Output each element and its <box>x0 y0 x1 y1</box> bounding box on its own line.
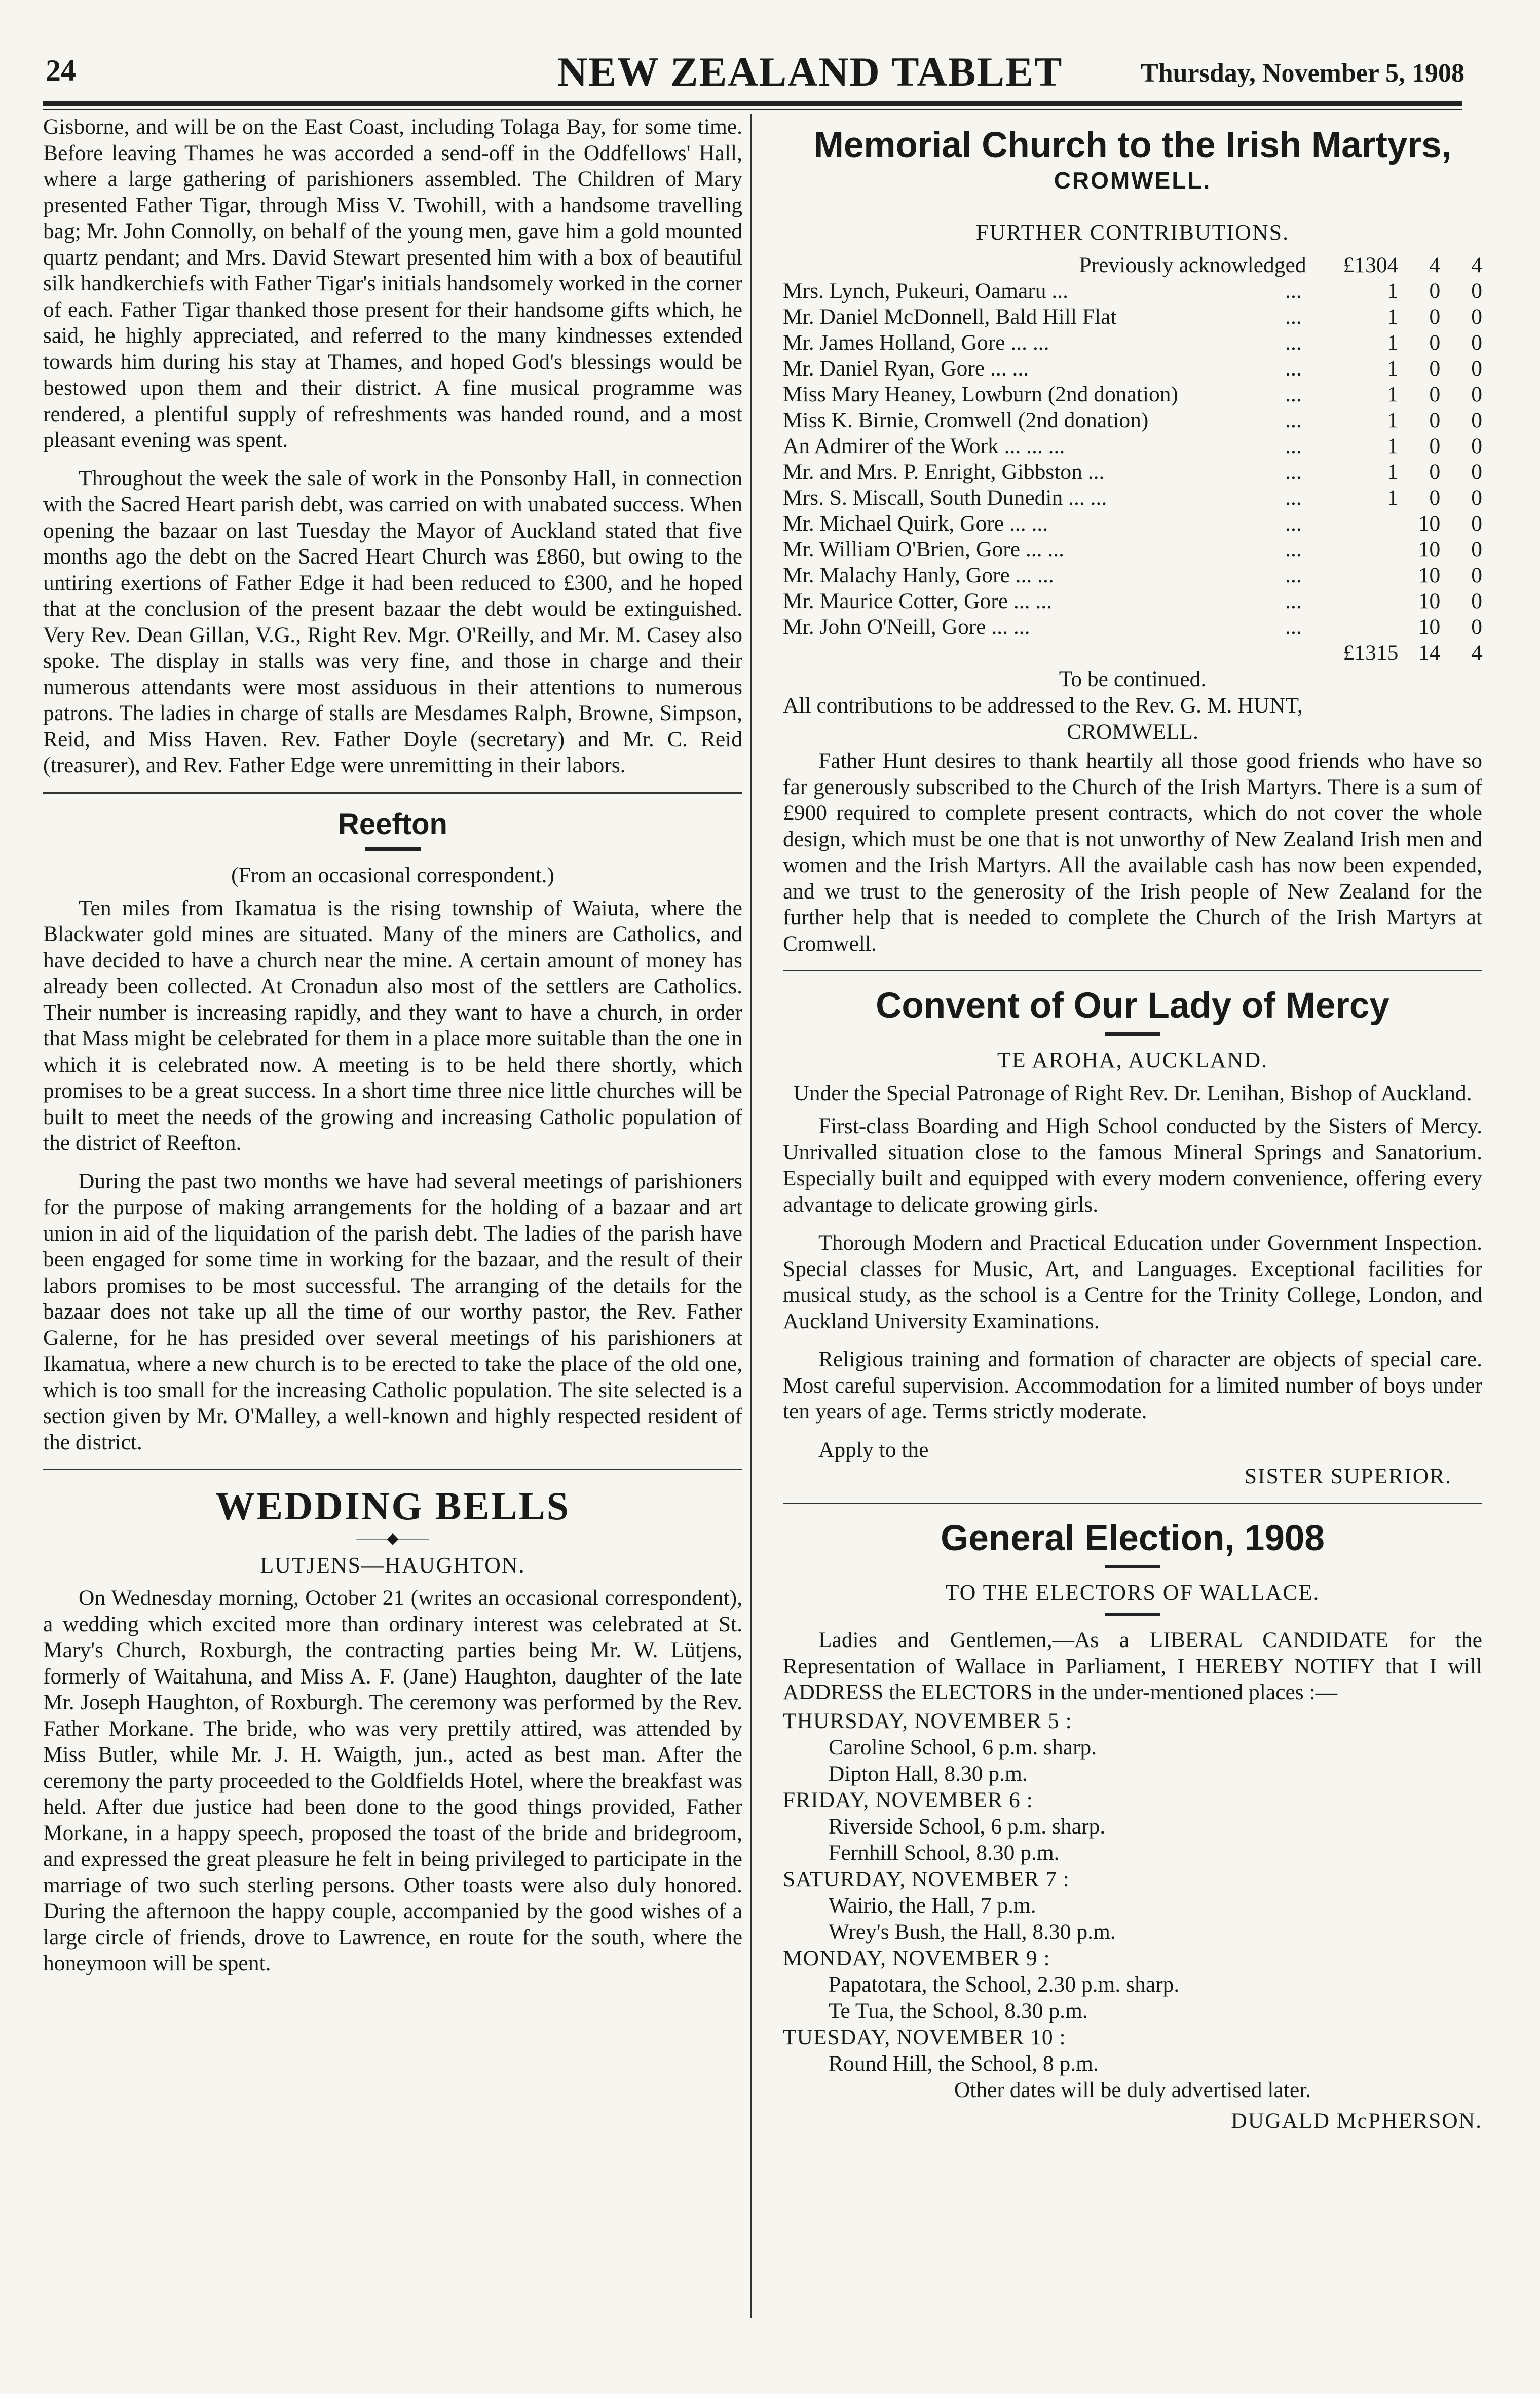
wedding-subheading: LUTJENS—HAUGHTON. <box>260 1553 525 1578</box>
previously-shillings: 4 <box>1429 253 1441 277</box>
amount-pence: 0 <box>1471 382 1482 406</box>
memorial-place: CROMWELL. <box>1054 167 1212 194</box>
right-column <box>783 114 1482 2155</box>
contributor-name: Mr. William O'Brien, Gore ... ... <box>783 537 1065 562</box>
convent-contact: SISTER SUPERIOR. <box>1244 1464 1452 1488</box>
election-signature: DUGALD McPHERSON. <box>1231 2108 1482 2133</box>
issue-date: Thursday, November 5, 1908 <box>1141 59 1464 88</box>
contribution-row <box>783 407 1482 433</box>
article-paragraph: On Wednesday morning, October 21 (writes an occasional correspondent), a wedding which excited more than ordinary interest was celebrated at St. Mary's Church, Roxburgh, the contracting parties being Mr. W. Lütjens, formerly of Waitahuna, and Miss A. F. (Jane) Haughton, daughter of the late Mr. Joseph Haughton, of Roxburgh. The ceremony was performed by the Rev. Father Morkane. The bride, who was very prettily attired, was attended by Miss Butler, while Mr. J. H. Waigth, jun., acted as best man. After the ceremony the party proceeded to the Goldfields Hotel, where the breakfast was held. After due justice had been done to the good things provided, Father Morkane, in a happy speech, proposed the toast of the bride and bridegroom, and expressed the great pleasure he felt in being privileged to participate in the marriage of two such sterling persons. Other toasts were also duly honored. During the afternoon the happy couple, accompanied by the good wishes of a large circle of friends, drove to Lawrence, en route for the south, where the honeymoon will be spent. <box>43 1586 742 1975</box>
contributor-name: Mr. Daniel McDonnell, Bald Hill Flat <box>783 305 1117 329</box>
schedule-day: MONDAY, NOVEMBER 9 : <box>783 1946 1050 1970</box>
schedule-venue: Caroline School, 6 p.m. sharp. <box>829 1735 1097 1760</box>
amount-pence: 0 <box>1471 279 1482 303</box>
total-pence: 4 <box>1471 641 1482 665</box>
column-divider <box>750 114 752 2318</box>
total-row <box>783 640 1482 666</box>
article-paragraph: Throughout the week the sale of work in the Ponsonby Hall, in connection with the Sacred Heart parish debt, was carried on with unabated success. When opening the bazaar on last Tuesday the Mayor of Auckland stated that five months ago the debt on the Sacred Heart Church was £860, but owing to the untiring exertions of Father Edge it had been reduced to £300, and he hoped that at the conclusion of the present bazaar the debt would be extinguished. Very Rev. Dean Gillan, V.G., Right Rev. Mgr. O'Reilly, and Mr. M. Casey also spoke. The display in stalls was very fine, and those in charge and their numerous attendants were most assiduous in their attentions to numerous patrons. The ladies in charge of stalls are Mesdames Ralph, Browne, Simpson, Reid, and Miss Haven. Rev. Father Doyle (secretary) and Mr. C. Reid (treasurer), and Rev. Father Edge were unremitting in their labors. <box>43 466 742 777</box>
amount-shillings: 0 <box>1429 330 1441 355</box>
previously-acknowledged-row <box>783 252 1482 278</box>
contribution-row <box>783 278 1482 304</box>
schedule-day: SATURDAY, NOVEMBER 7 : <box>783 1866 1070 1891</box>
contribution-row <box>783 304 1482 330</box>
masthead <box>46 48 1464 101</box>
schedule-venue: Fernhill School, 8.30 p.m. <box>829 1840 1060 1865</box>
masthead-rule <box>43 101 1462 110</box>
amount-shillings: 0 <box>1429 485 1441 510</box>
schedule-venue: Dipton Hall, 8.30 p.m. <box>829 1761 1028 1786</box>
leader-dots: ... <box>1285 615 1302 639</box>
leader-dots: ... <box>1285 305 1302 329</box>
contributor-name: Mr. Malachy Hanly, Gore ... ... <box>783 563 1054 587</box>
contributions-heading: FURTHER CONTRIBUTIONS. <box>975 220 1290 245</box>
amount-shillings: 0 <box>1429 382 1441 406</box>
amount-pence: 0 <box>1471 563 1482 587</box>
amount-pounds: 1 <box>1387 408 1399 432</box>
reefton-byline: (From an occasional correspondent.) <box>231 863 554 887</box>
previously-pounds: £1304 <box>1343 253 1399 277</box>
amount-pounds: 1 <box>1387 356 1399 381</box>
contribution-row <box>783 382 1482 407</box>
heading-rule <box>365 847 421 851</box>
contribution-row <box>783 588 1482 614</box>
newspaper-title: NEW ZEALAND TABLET <box>557 49 1063 95</box>
convent-heading: Convent of Our Lady of Mercy <box>876 986 1389 1026</box>
contributor-name: Mr. Maurice Cotter, Gore ... ... <box>783 589 1053 613</box>
amount-pounds: 1 <box>1387 382 1399 406</box>
convent-place: TE AROHA, AUCKLAND. <box>997 1048 1268 1072</box>
heading-rule <box>1105 1613 1160 1616</box>
leader-dots: ... <box>1285 563 1302 587</box>
amount-pence: 0 <box>1471 330 1482 355</box>
amount-shillings: 10 <box>1418 511 1441 536</box>
amount-pounds: 1 <box>1387 305 1399 329</box>
amount-shillings: 0 <box>1429 305 1441 329</box>
diamond-ornament: ——◆—— <box>356 1530 429 1547</box>
election-schedule <box>783 1708 1482 2077</box>
schedule-day: THURSDAY, NOVEMBER 5 : <box>783 1708 1072 1733</box>
contributor-name: Mrs. Lynch, Pukeuri, Oamaru ... <box>783 279 1068 303</box>
schedule-venue: Wairio, the Hall, 7 p.m. <box>829 1893 1036 1918</box>
contributor-name: Mr. John O'Neill, Gore ... ... <box>783 615 1030 639</box>
amount-pounds: 1 <box>1387 279 1399 303</box>
contribution-row <box>783 356 1482 382</box>
leader-dots: ... <box>1285 460 1302 484</box>
article-paragraph: First-class Boarding and High School conducted by the Sisters of Mercy. Unrivalled situation close to the famous Mineral Springs and Sanatorium. Especially built and equipped with every modern convenience, offering every advantage to delicate growing girls. <box>783 1114 1482 1217</box>
amount-pounds <box>1322 511 1399 537</box>
amount-shillings: 0 <box>1429 356 1441 381</box>
amount-pounds: 1 <box>1387 485 1399 510</box>
amount-shillings: 0 <box>1429 434 1441 458</box>
previously-pence: 4 <box>1471 253 1482 277</box>
section-rule <box>43 1469 742 1470</box>
amount-shillings: 10 <box>1418 615 1441 639</box>
section-rule <box>783 970 1482 971</box>
schedule-venue: Round Hill, the School, 8 p.m. <box>829 2051 1099 2076</box>
total-pounds: £1315 <box>1343 641 1399 665</box>
leader-dots: ... <box>1285 537 1302 562</box>
leader-dots: ... <box>1285 356 1302 381</box>
contributor-name: Miss Mary Heaney, Lowburn (2nd donation) <box>783 382 1179 406</box>
leader-dots: ... <box>1285 511 1302 536</box>
contribution-row <box>783 485 1482 511</box>
article-paragraph: Religious training and formation of character are objects of special care. Most careful supervision. Accommodation for a limited number of boys under ten years of age. Terms strictly moderate. <box>783 1347 1482 1424</box>
left-column <box>43 114 742 1989</box>
amount-pence: 0 <box>1471 615 1482 639</box>
contributor-name: An Admirer of the Work ... ... ... <box>783 434 1065 458</box>
amount-pence: 0 <box>1471 511 1482 536</box>
contribution-row <box>783 459 1482 485</box>
contribution-row <box>783 614 1482 640</box>
amount-pounds: 1 <box>1387 330 1399 355</box>
contributions-table <box>783 252 1482 666</box>
leader-dots: ... <box>1285 434 1302 458</box>
amount-pence: 0 <box>1471 434 1482 458</box>
convent-apply: Apply to the <box>818 1437 929 1462</box>
schedule-day: TUESDAY, NOVEMBER 10 : <box>783 2025 1066 2049</box>
contribution-row <box>783 563 1482 588</box>
amount-pence: 0 <box>1471 485 1482 510</box>
amount-shillings: 10 <box>1418 563 1441 587</box>
leader-dots: ... <box>1285 589 1302 613</box>
amount-pence: 0 <box>1471 589 1482 613</box>
amount-pence: 0 <box>1471 305 1482 329</box>
leader-dots: ... <box>1285 485 1302 510</box>
contribution-row <box>783 511 1482 537</box>
contributor-name: Mrs. S. Miscall, South Dunedin ... ... <box>783 485 1107 510</box>
amount-pounds <box>1322 563 1399 588</box>
amount-pence: 0 <box>1471 356 1482 381</box>
amount-pounds <box>1322 614 1399 640</box>
memorial-heading: Memorial Church to the Irish Martyrs, <box>813 125 1452 165</box>
address-place: CROMWELL. <box>1067 720 1198 744</box>
article-paragraph: Gisborne, and will be on the East Coast, including Tolaga Bay, for some time. Before leaving Thames he was accorded a send-off in the Oddfellows' Hall, where a large gathering of parishioners assembled. The Children of Mary presented Father Tigar, through Miss V. Twohill, with a handsome travelling bag; Mr. John Connolly, on behalf of the young men, gave him a gold mounted quartz pendant; and Mrs. David Stewart presented him with a box of beautiful silk handkerchiefs with Father Tigar's initials handsomely worked in the corner of each. Father Tigar thanked those present for their handsome gifts which, he said, he highly appreciated, and referred to the many kindnesses extended towards him during his stay at Thames, and hoped God's blessings would be bestowed upon them and their district. A fine musical programme was rendered, a plentiful supply of refreshments was handed round, and a most pleasant evening was spent. <box>43 115 742 452</box>
heading-rule <box>1105 1565 1160 1568</box>
election-intro: Ladies and Gentlemen,—As a LIBERAL CANDIDATE for the Representation of Wallace in Parliament, I HEREBY NOTIFY that I will ADDRESS the ELECTORS in the under-mentioned places :— <box>783 1628 1482 1704</box>
page-number: 24 <box>46 54 76 87</box>
heading-rule <box>1105 1032 1160 1036</box>
leader-dots: ... <box>1285 382 1302 406</box>
leader-dots: ... <box>1285 330 1302 355</box>
amount-shillings: 0 <box>1429 408 1441 432</box>
address-line: All contributions to be addressed to the Rev. G. M. HUNT, <box>783 693 1303 718</box>
leader-dots: ... <box>1285 279 1302 303</box>
amount-shillings: 0 <box>1429 279 1441 303</box>
amount-shillings: 0 <box>1429 460 1441 484</box>
schedule-venue: Te Tua, the School, 8.30 p.m. <box>829 1998 1088 2023</box>
memorial-thanks: Father Hunt desires to thank heartily all those good friends who have so far generously subscribed to the Church of the Irish Martyrs. There is a sum of £900 required to complete present contracts, which do not cover the whole design, which must be one that is not unworthy of New Zealand Irish men and women and the Irish Martyrs. All the available cash has now been expended, and we trust to the generosity of the Irish people of New Zealand for the further help that is needed to complete the Church of the Irish Martyrs at Cromwell. <box>783 749 1482 956</box>
article-paragraph: During the past two months we have had several meetings of parishioners for the purpose of making arrangements for the holding of a bazaar and art union in aid of the liquidation of the parish debt. The ladies of the parish have been engaged for some time in working for the bazaar, and the result of their labors promises to be most successful. The arranging of the details for the bazaar does not take up all the time of our worthy pastor, the Rev. Father Galerne, for he has presided over several meetings of his parishioners at Ikamatua, where a new church is to be erected to take the place of the old one, which is too small for the increasing Catholic population. The site selected is a section given by Mr. O'Malley, a well-known and highly respected resident of the district. <box>43 1169 742 1454</box>
contributor-name: Miss K. Birnie, Cromwell (2nd donation) <box>783 408 1149 432</box>
article-paragraph: Thorough Modern and Practical Education under Government Inspection. Special classes for Music, Art, and Languages. Exceptional facilities for musical study, as the school is a Centre for the Trinity College, London, and Auckland University Examinations. <box>783 1230 1482 1333</box>
wedding-heading: WEDDING BELLS <box>215 1484 571 1528</box>
schedule-venue: Riverside School, 6 p.m. sharp. <box>829 1814 1106 1839</box>
schedule-venue: Papatotara, the School, 2.30 p.m. sharp. <box>829 1972 1180 1997</box>
reefton-heading: Reefton <box>338 807 447 841</box>
total-shillings: 14 <box>1418 641 1441 665</box>
contribution-row <box>783 537 1482 563</box>
leader-dots: ... <box>1285 408 1302 432</box>
contributor-name: Mr. Daniel Ryan, Gore ... ... <box>783 356 1029 381</box>
to-be-continued: To be continued. <box>1059 667 1207 691</box>
amount-shillings: 10 <box>1418 537 1441 562</box>
section-rule <box>43 792 742 794</box>
convent-patronage: Under the Special Patronage of Right Rev. Dr. Lenihan, Bishop of Auckland. <box>793 1081 1472 1105</box>
amount-pence: 0 <box>1471 537 1482 562</box>
amount-pence: 0 <box>1471 408 1482 432</box>
election-subheading: TO THE ELECTORS OF WALLACE. <box>945 1580 1320 1605</box>
amount-pounds: 1 <box>1387 434 1399 458</box>
schedule-venue: Wrey's Bush, the Hall, 8.30 p.m. <box>829 1919 1116 1944</box>
article-paragraph: Ten miles from Ikamatua is the rising township of Waiuta, where the Blackwater gold mines are situated. Many of the miners are Catholics, and have decided to have a church near the mine. A certain amount of money has already been collected. At Cronadun also most of the settlers are Catholics. Their number is increasing rapidly, and they want to have a church, in order that Mass might be celebrated for them in a place more suitable than the one in which it is celebrated now. A meeting is to be held there shortly, which promises to be a great success. In a short time three nice little churches will be built to meet the needs of the growing and increasing Catholic population of the district of Reefton. <box>43 895 742 1155</box>
contributor-name: Mr. and Mrs. P. Enright, Gibbston ... <box>783 460 1105 484</box>
amount-shillings: 10 <box>1418 589 1441 613</box>
amount-pounds <box>1322 588 1399 614</box>
schedule-day: FRIDAY, NOVEMBER 6 : <box>783 1787 1033 1812</box>
amount-pence: 0 <box>1471 460 1482 484</box>
amount-pounds: 1 <box>1387 460 1399 484</box>
previously-label: Previously acknowledged <box>1079 253 1306 277</box>
contribution-row <box>783 433 1482 459</box>
amount-pounds <box>1322 537 1399 563</box>
election-heading: General Election, 1908 <box>941 1518 1325 1558</box>
election-closing: Other dates will be duly advertised later. <box>954 2077 1311 2102</box>
section-rule <box>783 1503 1482 1504</box>
contributor-name: Mr. Michael Quirk, Gore ... ... <box>783 511 1048 536</box>
contributor-name: Mr. James Holland, Gore ... ... <box>783 330 1049 355</box>
contribution-row <box>783 330 1482 356</box>
